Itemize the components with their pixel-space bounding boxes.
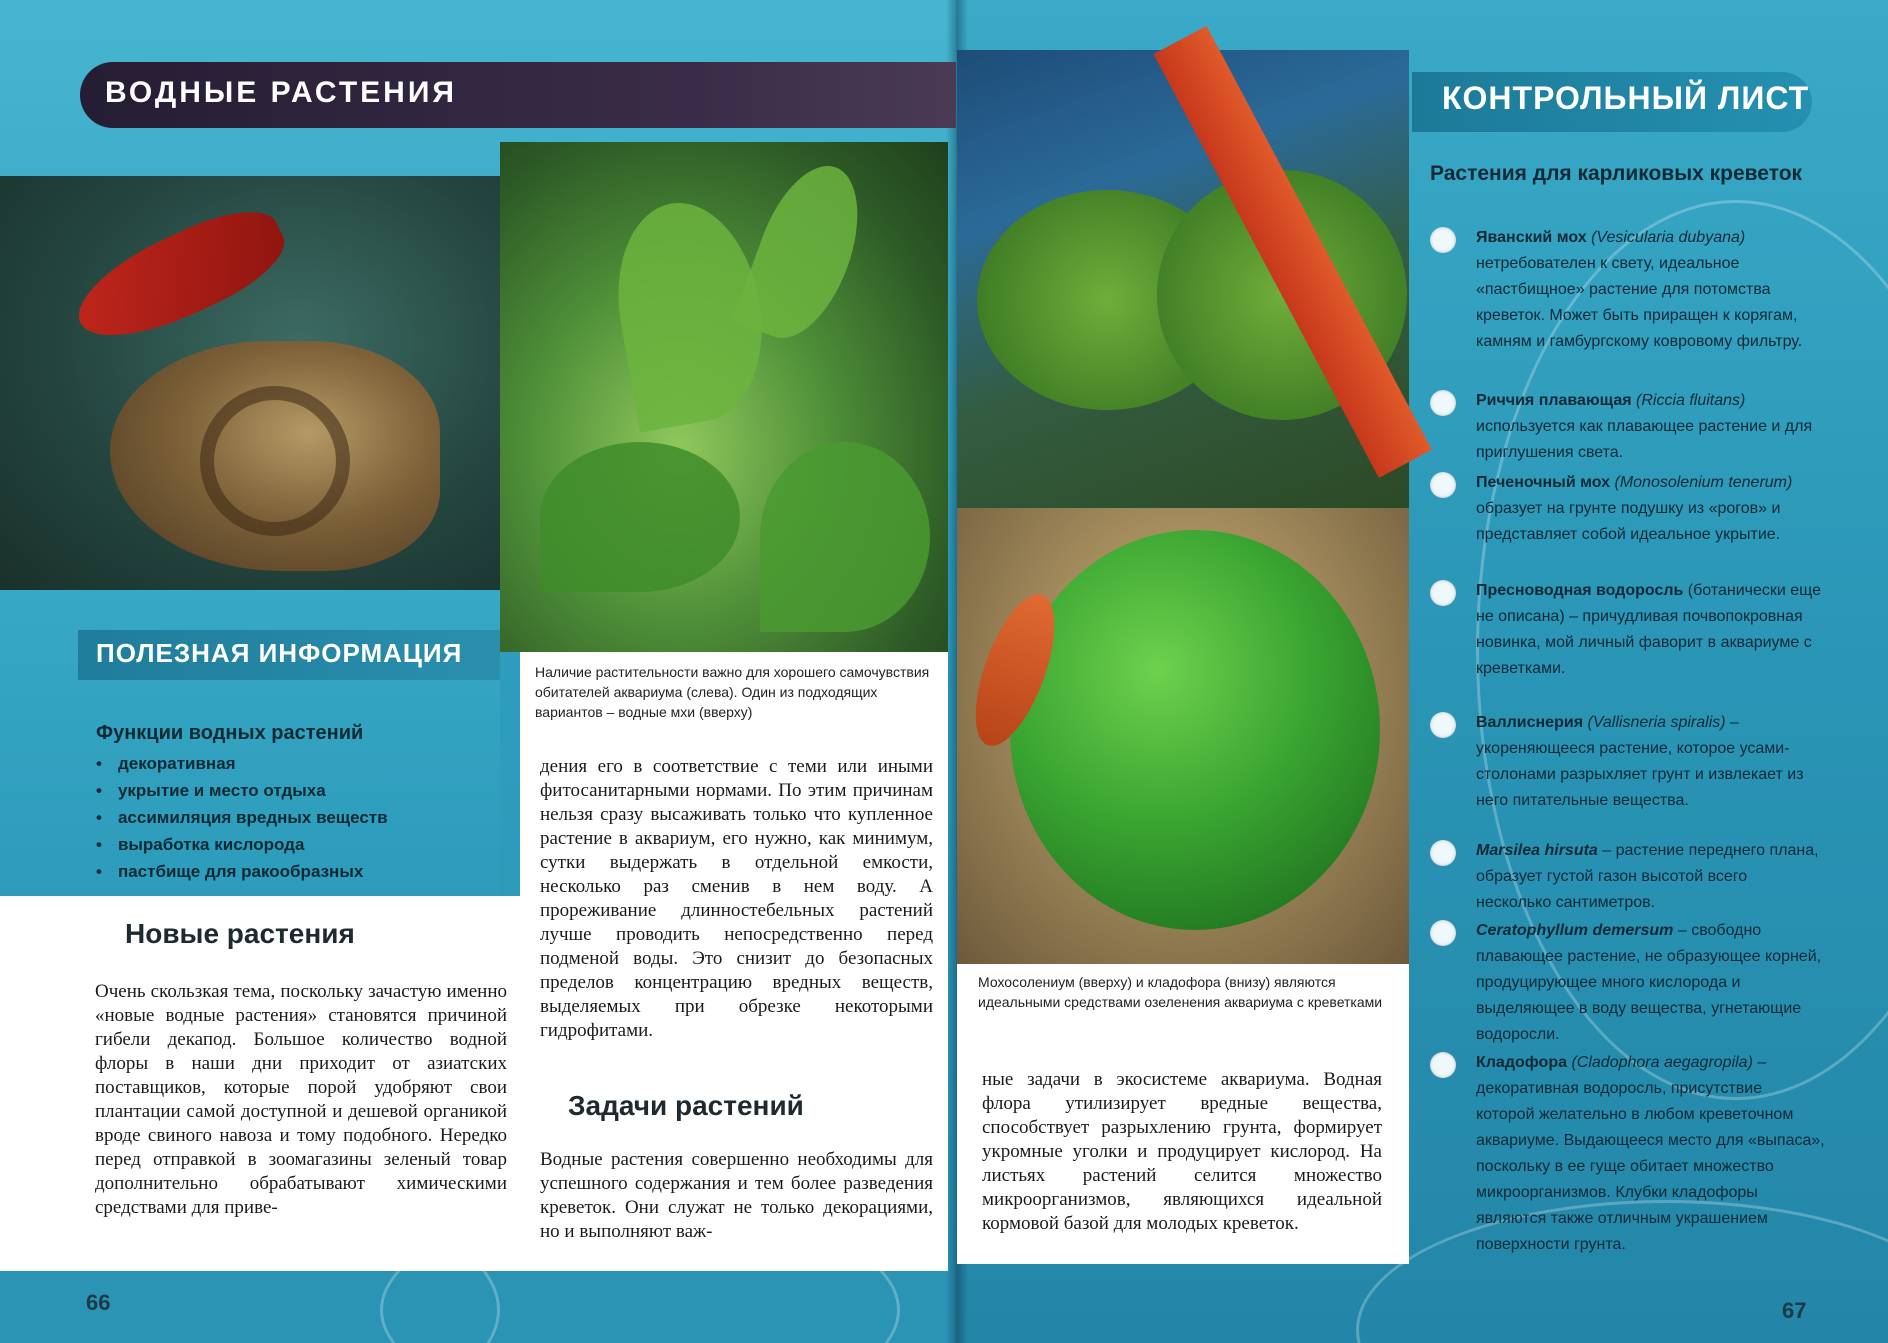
body-text: ные задачи в экосистеме аквариума. Водная флора утилизирует вредные вещества, способствует разрыхлению грунта, формирует укромные уголки и продуцирует кислород. На листьях растений селится множество микроорганизмов, являющихся идеальной кормовой базой для молодых креветок. <box>982 1069 1382 1234</box>
section-title: Новые растения <box>125 918 355 949</box>
checkbox-circle <box>1430 920 1456 946</box>
checkbox-circle <box>1430 580 1456 606</box>
plant-latin: (Vallisneria spiralis) <box>1587 714 1726 731</box>
list-item: • ассимиляция вредных веществ <box>96 804 388 831</box>
page-number: 67 <box>1782 1298 1807 1323</box>
checkbox-circle <box>1430 472 1456 498</box>
checkbox-circle <box>1430 1052 1456 1078</box>
plant-desc: – свободно плавающее растение, не образующее корней, продуцирующее много кислорода и выделяющее в воду вещества, угнетающие водоросли. <box>1476 922 1822 1043</box>
plant-name: Риччия плавающая <box>1476 392 1632 409</box>
plant-name: Marsilea hirsuta <box>1476 842 1598 859</box>
checkbox-circle <box>1430 840 1456 866</box>
plant-latin: (Riccia fluitans) <box>1636 392 1746 409</box>
plant-name: Кладофора <box>1476 1054 1567 1071</box>
plant-name: Валлиснерия <box>1476 714 1584 731</box>
checklist-item <box>1430 470 1825 548</box>
plant-latin: (Cladophora aegagropila) <box>1571 1054 1753 1071</box>
snail-spiral <box>200 386 350 536</box>
plant-name: Печеночный мох <box>1476 474 1611 491</box>
leaf <box>732 152 878 352</box>
info-title: ПОЛЕЗНАЯ ИНФОРМАЦИЯ <box>96 638 463 668</box>
red-shrimp <box>63 193 296 358</box>
plant-desc: – укореняющееся растение, которое усами-столонами разрыхляет грунт и извлекает из него питательные вещества. <box>1476 714 1804 809</box>
leaf <box>760 442 930 632</box>
photo-caption: Мохосолениум (вверху) и кладофора (внизу) являются идеальными средствами озеленения аквариума с креветками <box>978 974 1383 1010</box>
photo-aquatic-plants <box>500 142 948 652</box>
leaf <box>540 442 740 592</box>
list-item: • укрытие и место отдыха <box>96 777 388 804</box>
checklist-item <box>1430 710 1825 814</box>
checklist-item <box>1430 918 1825 1048</box>
checklist-item <box>1430 1050 1825 1258</box>
plant-desc: (ботанически еще не описана) – причудливая почвопокровная новинка, мой личный фаворит в аквариуме с креветками. <box>1476 582 1822 677</box>
plant-name: Яванский мох <box>1476 229 1587 246</box>
page-number: 66 <box>86 1290 111 1315</box>
section-header: ВОДНЫЕ РАСТЕНИЯ <box>105 76 457 109</box>
checkbox-circle <box>1430 227 1456 253</box>
body-text: дения его в соответствие с теми или иными фитосанитарными нормами. По этим причинам нельзя сразу высаживать только что купленное растение в аквариум, его нужно, как минимум, сутки выдержать в отдельной емкости, несколько раз сменив в нем воду. А прореживание длинностебельных растений лучше проводить непосредственно перед подменой воды. Это снизит до безопасных пределов концентрацию вредных веществ, выделяемых при обрезке некоторыми гидрофитами. <box>540 756 933 1041</box>
plant-name: Пресноводная водоросль <box>1476 582 1684 599</box>
info-subtitle: Функции водных растений <box>96 722 364 744</box>
info-list <box>96 750 388 885</box>
body-text: Водные растения совершенно необходимы для успешного содержания и тем более разведения креветок. Они служат не только декорациями, но и выполняют важ- <box>540 1149 933 1242</box>
plant-desc: – декоративная водоросль, присутствие которой желательно в любом креветочном аквариуме. Выдающееся место для «выпаса», поскольку в ее гуще обитает множество микроорганизмов. Клубки кладофоры являются также отличным украшением поверхности грунта. <box>1476 1054 1825 1253</box>
checklist-subtitle: Растения для карликовых креветок <box>1430 162 1803 185</box>
checkbox-circle <box>1430 712 1456 738</box>
plant-desc: нетребователен к свету, идеальное «пастбищное» растение для потомства креветок. Может быть приращен к корягам, камням и гамбургскому ковровому фильтру. <box>1476 255 1803 350</box>
marimo-moss-ball <box>1010 530 1380 930</box>
body-text: Очень скользкая тема, поскольку зачастую именно «новые водные растения» становятся причиной гибели декапод. Большое количество водной флоры в наши дни приходит от азиатских поставщиков, которые порой удобряют свои плантации самой доступной и дешевой органикой вроде свиного навоза и тому подобного. Нередко перед отправкой в зоомагазины зеленый товар дополнительно обрабатывают химическими средствами для приве- <box>95 981 507 1218</box>
checklist-header: КОНТРОЛЬНЫЙ ЛИСТ <box>1442 80 1810 116</box>
plant-name: Ceratophyllum demersum <box>1476 922 1674 939</box>
checklist-item <box>1430 838 1825 916</box>
list-item: • пастбище для ракообразных <box>96 858 388 885</box>
plant-latin: (Vesicularia dubyana) <box>1591 229 1746 246</box>
checklist-item <box>1430 225 1825 355</box>
photo-shrimp-on-snail <box>0 176 500 590</box>
checklist-item <box>1430 388 1825 466</box>
plant-desc: образует на грунте подушку из «рогов» и представляет собой идеальное укрытие. <box>1476 500 1781 543</box>
plant-desc: – растение переднего плана, образует густой газон высотой всего несколько сантиметров. <box>1476 842 1819 911</box>
checklist-item <box>1430 578 1825 682</box>
plant-latin: (Monosolenium tenerum) <box>1614 474 1793 491</box>
section-title: Задачи растений <box>568 1090 804 1121</box>
photo-caption: Наличие растительности важно для хорошего самочувствия обитателей аквариума (слева). Один из подходящих вариантов – водные мхи (вверху) <box>535 664 930 720</box>
list-item: • выработка кислорода <box>96 831 388 858</box>
checkbox-circle <box>1430 390 1456 416</box>
list-item: • декоративная <box>96 750 388 777</box>
plant-desc: используется как плавающее растение и для приглушения света. <box>1476 418 1813 461</box>
